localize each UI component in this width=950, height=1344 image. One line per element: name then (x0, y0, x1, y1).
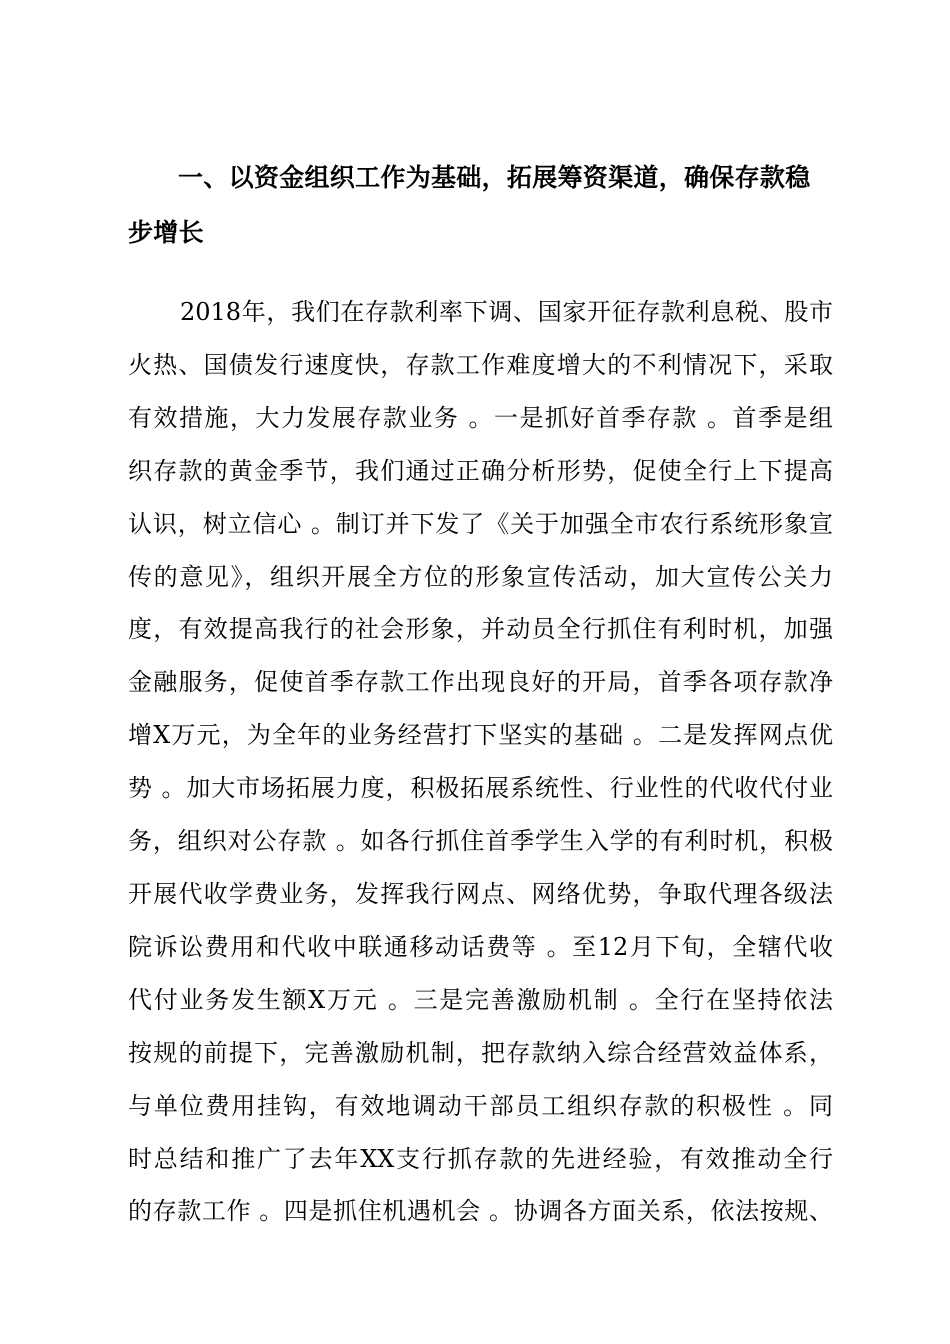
paragraph-line: 院诉讼费用和代收中联通移动话费等 。至12月下旬，全辖代收 (128, 932, 833, 961)
paragraph-line: 度，有效提高我行的社会形象，并动员全行抓住有利时机，加强 (128, 615, 833, 644)
paragraph-line: 与单位费用挂钩，有效地调动干部员工组织存款的积极性 。同 (128, 1091, 833, 1120)
paragraph-line: 的存款工作 。四是抓住机遇机会 。协调各方面关系，依法按规、 (128, 1197, 833, 1226)
paragraph-line: 务，组织对公存款 。如各行抓住首季学生入学的有利时机，积极 (128, 827, 833, 856)
paragraph-line: 开展代收学费业务，发挥我行网点、网络优势，争取代理各级法 (128, 879, 833, 908)
paragraph-line: 2018年，我们在存款利率下调、国家开征存款利息税、股市 (180, 298, 833, 326)
paragraph-line: 织存款的黄金季节，我们通过正确分析形势，促使全行上下提高 (128, 456, 833, 485)
section-heading: 一、以资金组织工作为基础，拓展筹资渠道，确保存款稳步增长 (128, 163, 811, 247)
paragraph-line: 势 。加大市场拓展力度，积极拓展系统性、行业性的代收代付业 (128, 774, 833, 803)
paragraph-line: 代付业务发生额X万元 。三是完善激励机制 。全行在坚持依法 (128, 985, 833, 1014)
paragraph-line: 时总结和推广了去年XX支行抓存款的先进经验，有效推动全行 (128, 1144, 833, 1173)
paragraph-line: 有效措施，大力发展存款业务 。一是抓好首季存款 。首季是组 (128, 403, 833, 432)
paragraph-line: 金融服务，促使首季存款工作出现良好的开局，首季各项存款净 (128, 668, 833, 697)
paragraph-line: 认识，树立信心 。制订并下发了《关于加强全市农行系统形象宣 (128, 509, 833, 538)
body-paragraph (128, 286, 833, 1238)
paragraph-line: 按规的前提下，完善激励机制，把存款纳入综合经营效益体系， (128, 1038, 833, 1067)
paragraph-line: 火热、国债发行速度快，存款工作难度增大的不利情况下，采取 (128, 350, 833, 379)
paragraph-line: 传的意见》，组织开展全方位的形象宣传活动，加大宣传公关力 (128, 562, 833, 591)
paragraph-line: 增X万元，为全年的业务经营打下坚实的基础 。二是发挥网点优 (128, 721, 833, 750)
